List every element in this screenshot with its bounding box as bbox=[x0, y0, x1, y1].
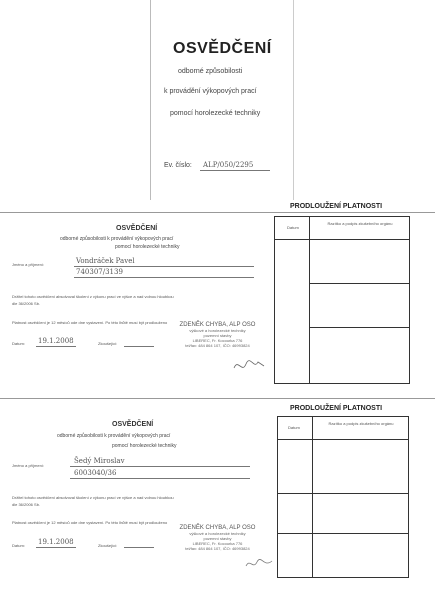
card1-date-line bbox=[36, 346, 76, 347]
card1-examiner-line bbox=[124, 346, 154, 347]
card1-extension-title: PRODLOUŽENÍ PLATNOSTI bbox=[290, 203, 383, 210]
card1-birth-line bbox=[74, 277, 254, 278]
cover-line-3: pomocí horolezecké techniky bbox=[170, 110, 261, 117]
card1-table-row-1 bbox=[309, 283, 409, 284]
card2-table-row-1 bbox=[278, 493, 408, 494]
card1-name-line bbox=[74, 266, 254, 267]
card1-table-row-2 bbox=[309, 327, 409, 328]
card1-table-header-divider bbox=[275, 239, 409, 240]
card1-name-label: Jméno a příjmení: bbox=[12, 262, 45, 267]
card1-title: OSVĚDČENÍ bbox=[116, 225, 158, 232]
card2-examiner-line bbox=[124, 547, 154, 548]
card2-table-col-divider bbox=[312, 417, 313, 577]
cover-edge-line bbox=[293, 0, 294, 200]
card1-extension-table bbox=[274, 216, 410, 384]
card2-extension-title: PRODLOUŽENÍ PLATNOSTI bbox=[290, 405, 383, 412]
card2-birth-value: 6003040/36 bbox=[74, 469, 117, 477]
card2-stamp-line-3: LIBEREC, Fr. Kocourka 776 bbox=[192, 541, 243, 546]
card2-subtitle-1: odborné způsobilosti k provádění výkopových prací bbox=[57, 433, 171, 439]
card1-signature-icon bbox=[232, 356, 266, 376]
ev-number: ALP/050/2295 bbox=[203, 161, 254, 169]
card1-date-value: 19.1.2008 bbox=[38, 337, 74, 345]
card2-body-2: dle 36/2006 Sb. bbox=[12, 502, 41, 507]
card1-stamp-line-3: LIBEREC, Fr. Kocourka 776 bbox=[192, 338, 243, 343]
cover-line-2: k provádění výkopových prací bbox=[164, 88, 257, 95]
cover-title: OSVĚDČENÍ bbox=[173, 40, 272, 57]
card1-subtitle-2: pomocí horolezecké techniky bbox=[115, 244, 180, 250]
card1-stamp-line-2: pozemní stavby bbox=[203, 333, 232, 338]
card2-col-date: Datum bbox=[288, 425, 300, 430]
card1-subtitle-1: odborné způsobilosti k provádění výkopových prací bbox=[60, 236, 174, 242]
card2-table-row-2 bbox=[278, 533, 408, 534]
card2-name-line bbox=[70, 466, 250, 467]
card2-extension-table bbox=[277, 416, 409, 578]
card2-stamp-name: ZDENĚK CHYBA, ALP OSO bbox=[179, 525, 256, 531]
card2-birth-line bbox=[70, 478, 250, 479]
card2-date-line bbox=[36, 547, 76, 548]
card2-date-label: Datum: bbox=[12, 543, 25, 548]
cover-line-1: odborné způsobilosti bbox=[178, 68, 243, 75]
card1-stamp-line-4: tel/fax: 484 864 107, IČO: 46993824 bbox=[185, 343, 250, 348]
card1-col-date: Datum bbox=[287, 225, 299, 230]
card1-top-edge bbox=[0, 212, 435, 213]
card2-examiner-label: Zkoušející: bbox=[98, 543, 118, 548]
card2-date-value: 19.1.2008 bbox=[38, 538, 74, 546]
card1-name-value: Vondráček Pavel bbox=[76, 257, 135, 265]
card2-table-header-divider bbox=[278, 439, 408, 440]
card1-body-2: dle 36/2006 Sb. bbox=[12, 301, 41, 306]
card2-top-edge bbox=[0, 398, 435, 399]
card1-examiner-label: Zkoušející: bbox=[98, 341, 118, 346]
card1-col-sign: Razítko a podpis zkušebního orgánu bbox=[327, 221, 393, 226]
card2-name-value: Šedý Miroslav bbox=[74, 457, 125, 465]
card2-stamp-line-4: tel/fax: 484 864 107, IČO: 46993824 bbox=[185, 546, 250, 551]
ev-label: Ev. číslo: bbox=[164, 162, 192, 169]
card1-stamp-name: ZDENĚK CHYBA, ALP OSO bbox=[179, 322, 256, 328]
card2-subtitle-2: pomocí horolezecké techniky bbox=[112, 443, 177, 449]
card1-table-col-divider bbox=[309, 217, 310, 383]
card2-title: OSVĚDČENÍ bbox=[112, 421, 154, 428]
card1-date-label: Datum: bbox=[12, 341, 25, 346]
card1-validity: Platnost osvědčení je 12 měsíců ode dne vystavení. Po této lhůtě musí být prodlouženo bbox=[12, 320, 168, 325]
card2-stamp-line-2: pozemní stavby bbox=[203, 536, 232, 541]
card1-stamp-line-1: výškové a horolezecké techniky bbox=[189, 328, 246, 333]
card2-stamp-line-1: výškové a horolezecké techniky bbox=[189, 531, 246, 536]
cover-fold-line bbox=[150, 0, 151, 200]
card2-body-1: Držitel tohoto osvědčení absolvoval školení z výkonu prací ve výšce a nad volnou hloubkou bbox=[12, 495, 174, 500]
card2-name-label: Jméno a příjmení: bbox=[12, 463, 45, 468]
card2-validity: Platnost osvědčení je 12 měsíců ode dne vystavení. Po této lhůtě musí být prodlouženo bbox=[12, 520, 168, 525]
card1-birth-value: 740307/3139 bbox=[76, 268, 123, 276]
ev-underline bbox=[200, 170, 270, 171]
card1-body-1: Držitel tohoto osvědčení absolvoval školení z výkonu prací ve výšce a nad volnou hloubkou bbox=[12, 294, 174, 299]
card2-col-sign: Razítko a podpis zkušebního orgánu bbox=[328, 421, 394, 426]
card2-signature-icon bbox=[244, 556, 274, 572]
card1-stamp bbox=[165, 322, 270, 348]
card2-stamp bbox=[165, 525, 270, 551]
